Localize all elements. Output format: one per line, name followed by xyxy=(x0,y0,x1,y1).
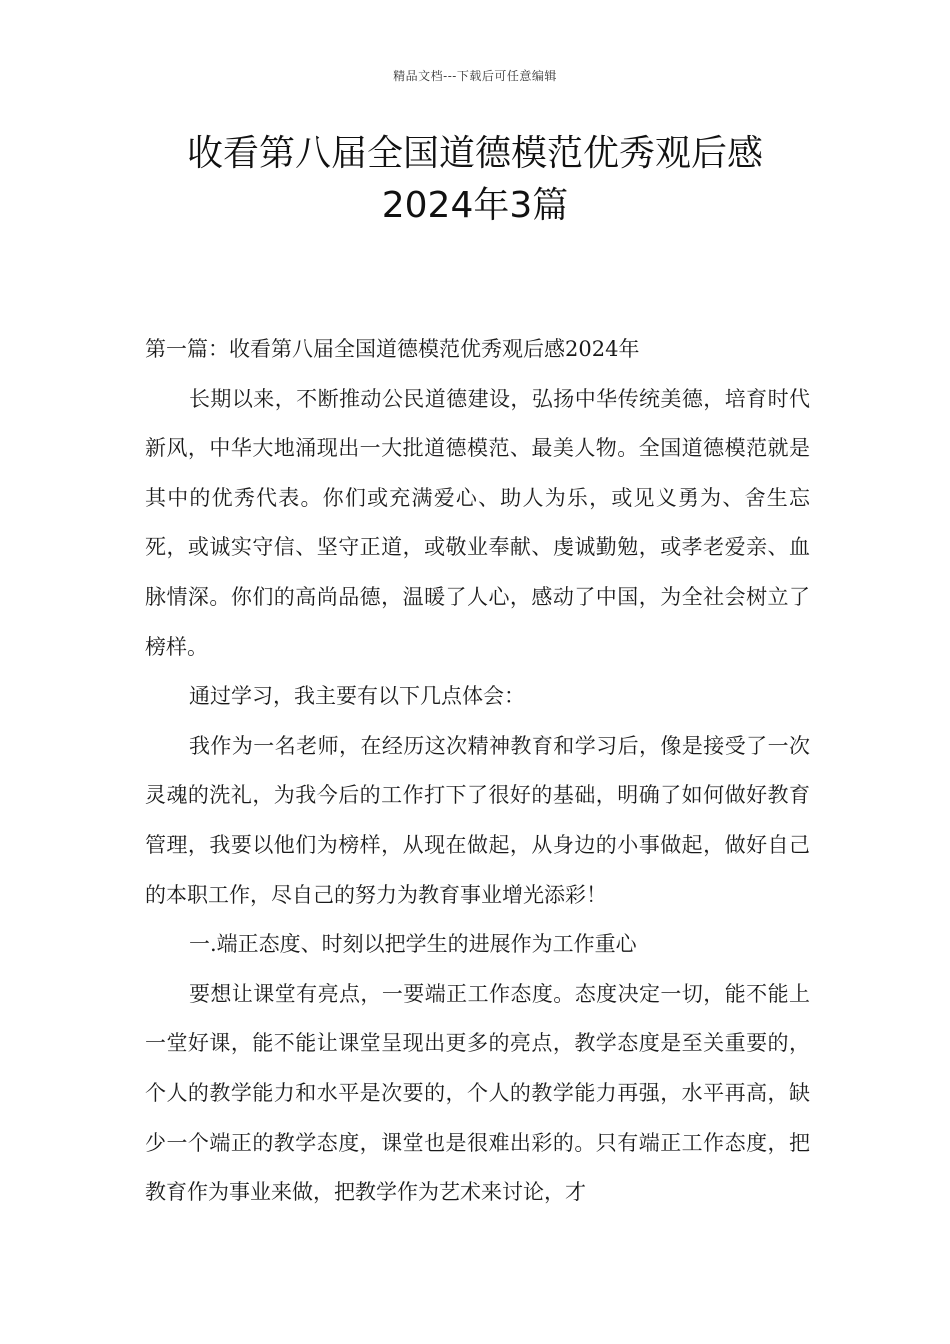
paragraph: 通过学习，我主要有以下几点体会： xyxy=(189,684,525,709)
document-title xyxy=(60,128,890,232)
document-title-line-1: 收看第八届全国道德模范优秀观后感 xyxy=(186,133,763,174)
section-heading: 第一篇：收看第八届全国道德模范优秀观后感2024年 xyxy=(145,337,640,361)
subsection-heading: 一.端正态度、时刻以把学生的进展作为工作重心 xyxy=(189,932,637,957)
document-title-line-2: 2024年3篇 xyxy=(381,185,569,226)
document-body xyxy=(145,325,810,1218)
paragraph: 我作为一名老师，在经历这次精神教育和学习后，像是接受了一次灵魂的洗礼，为我今后的工作打下了很好的基础，明确了如何做好教育管理，我要以他们为榜样，从现在做起，从身边的小事做起，做好自己的本职工作，尽自己的努力为教育事业增光添彩！ xyxy=(145,733,810,907)
header-note: 精品文档---下载后可任意编辑 xyxy=(393,69,557,83)
paragraph: 要想让课堂有亮点，一要端正工作态度。态度决定一切，能不能上一堂好课，能不能让课堂呈现出更多的亮点，教学态度是至关重要的，个人的教学能力和水平是次要的，个人的教学能力再强，水平再高，缺少一个端正的教学态度，课堂也是很难出彩的。只有端正工作态度，把教育作为事业来做，把教学作为艺术来讨论，才 xyxy=(145,981,810,1205)
paragraph: 长期以来，不断推动公民道德建设，弘扬中华传统美德，培育时代新风，中华大地涌现出一大批道德模范、最美人物。全国道德模范就是其中的优秀代表。你们或充满爱心、助人为乐，或见义勇为、舍生忘死，或诚实守信、坚守正道，或敬业奉献、虔诚勤勉，或孝老爱亲、血脉情深。你们的高尚品德，温暖了人心，感动了中国，为全社会树立了榜样。 xyxy=(145,386,810,659)
